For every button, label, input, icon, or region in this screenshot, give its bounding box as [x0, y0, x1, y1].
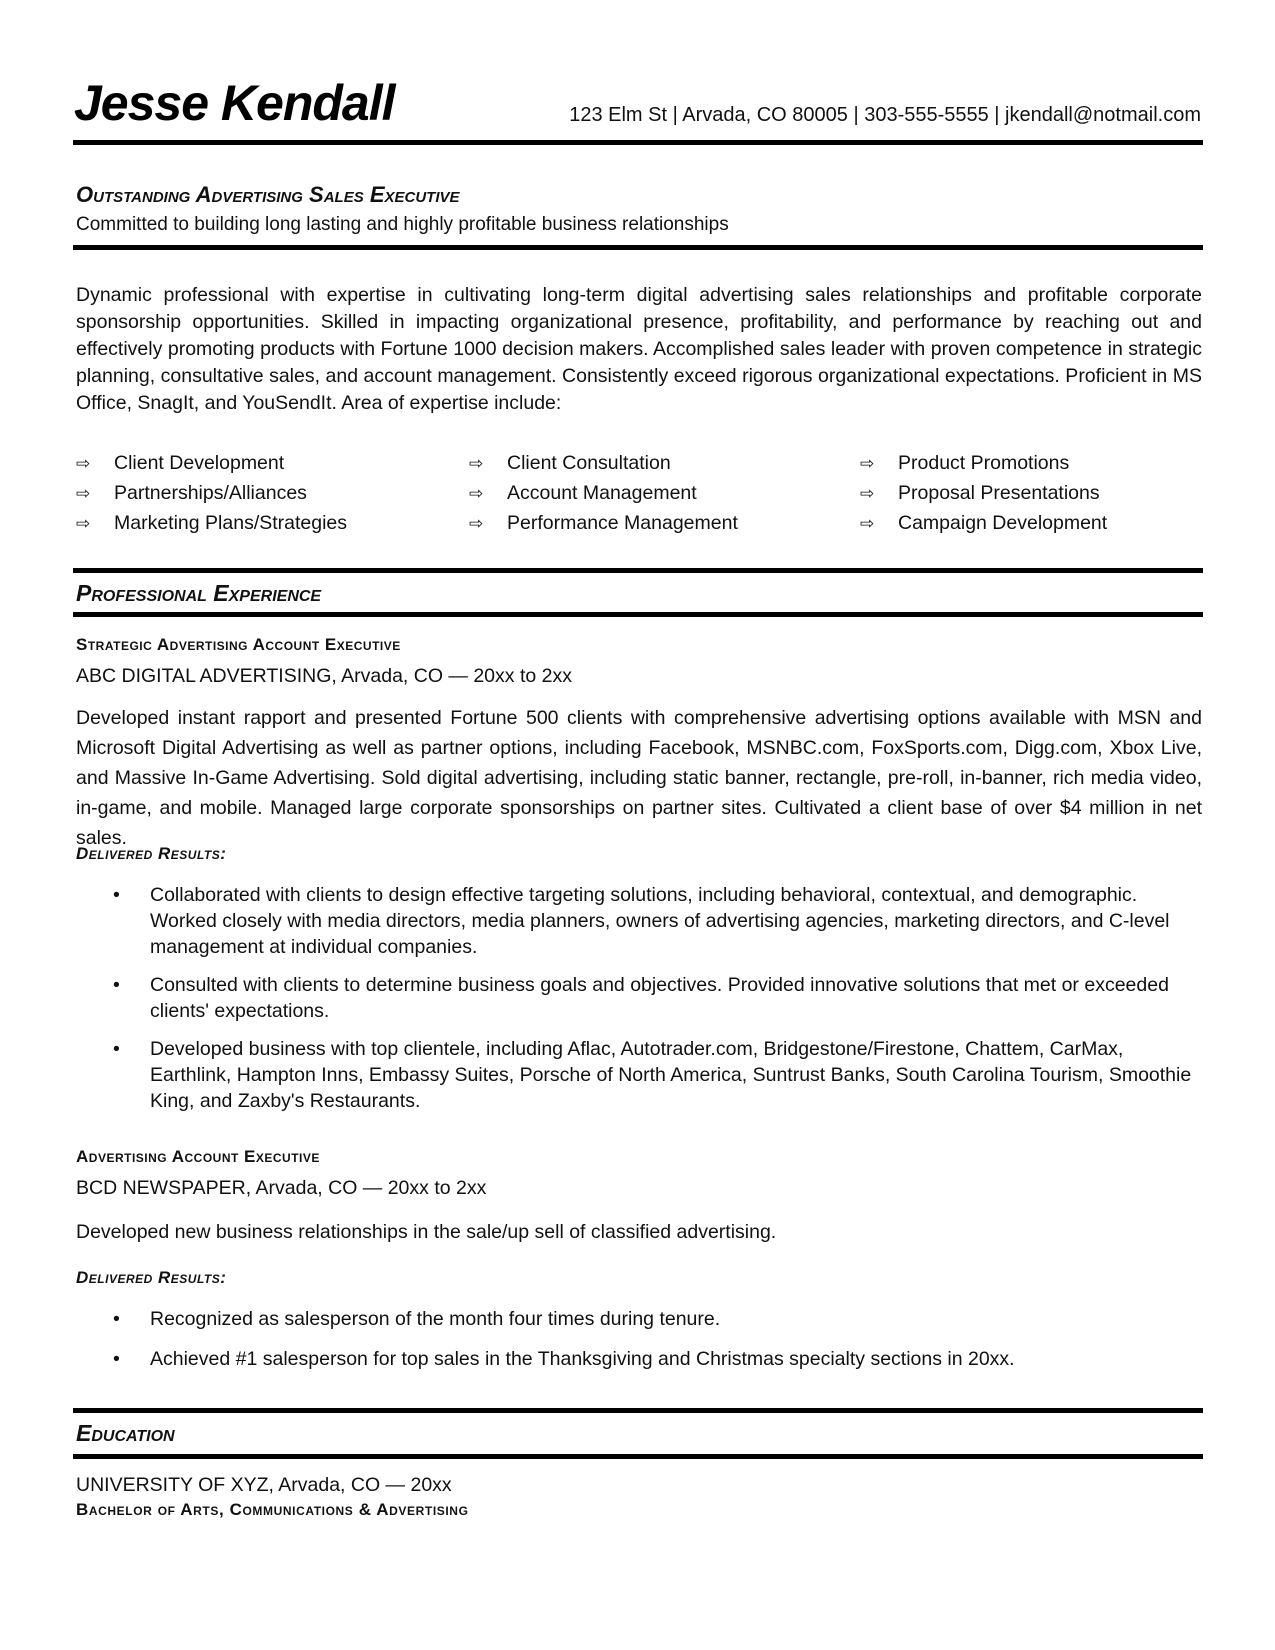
- arrow-right-icon: ⇨: [860, 454, 875, 473]
- arrow-right-icon: ⇨: [76, 454, 91, 473]
- results-list: [76, 882, 1202, 1114]
- job-title: Strategic Advertising Account Executive: [76, 635, 401, 654]
- bullet-icon: •: [113, 1308, 120, 1330]
- delivered-results-label: Delivered Results:: [76, 844, 227, 863]
- skill-item: ⇨ Partnerships/Alliances: [76, 478, 347, 508]
- skill-item: ⇨ Campaign Development: [860, 508, 1107, 538]
- skill-item: ⇨ Performance Management: [469, 508, 738, 538]
- list-item: • Developed business with top clientele, including Aflac, Autotrader.com, Bridgestone/Firestone, Chattem, CarMax, Earthlink, Hampton Inns, Embassy Suites, Porsche of North America, Suntrust Banks, South Carolina Tourism, Smoothie King, and Zaxby's Restaurants.: [113, 1038, 1192, 1112]
- job-title: Advertising Account Executive: [76, 1147, 320, 1166]
- candidate-name: Jesse Kendall: [74, 75, 395, 131]
- skill-item: ⇨ Client Consultation: [469, 448, 738, 478]
- job-company: BCD NEWSPAPER, Arvada, CO — 20xx to 2xx: [76, 1177, 487, 1199]
- skills-column: [76, 448, 347, 538]
- bullet-icon: •: [113, 1348, 120, 1370]
- skills-column: [860, 448, 1107, 538]
- education-section-title: Education: [76, 1420, 175, 1446]
- skill-item: ⇨ Proposal Presentations: [860, 478, 1107, 508]
- professional-summary: Dynamic professional with expertise in cultivating long-term digital advertising sales relationships and profitable corporate sponsorship opportunities. Skilled in impacting organizational presence, profitability, and performance by reaching out and effectively promoting products with Fortune 1000 decision makers. Accomplished sales leader with proven competence in strategic planning, consultative sales, and account management. Consistently exceed rigorous organizational expectations. Proficient in MS Office, SnagIt, and YouSendIt. Area of expertise include:: [76, 284, 1202, 414]
- section-divider-top: [73, 568, 1203, 573]
- bullet-icon: •: [113, 974, 120, 996]
- results-list: [76, 1306, 1202, 1372]
- arrow-right-icon: ⇨: [469, 484, 484, 503]
- job-description: Developed new business relationships in the sale/up sell of classified advertising.: [76, 1221, 777, 1243]
- arrow-right-icon: ⇨: [469, 514, 484, 533]
- arrow-right-icon: ⇨: [76, 484, 91, 503]
- job-description: Developed instant rapport and presented Fortune 500 clients with comprehensive advertising options available with MSN and Microsoft Digital Advertising as well as partner options, including Facebook, MSNBC.com, FoxSports.com, Digg.com, Xbox Live, and Massive In-Game Advertising. Sold digital advertising, including static banner, rectangle, pre-roll, in-banner, rich media video, in-game, and mobile. Managed large corporate sponsorships on partner sites. Cultivated a client base of over $4 million in net sales.: [76, 707, 1202, 849]
- section-divider-top: [73, 1408, 1203, 1413]
- bullet-icon: •: [113, 1038, 120, 1060]
- education-school: UNIVERSITY OF XYZ, Arvada, CO — 20xx: [76, 1474, 452, 1496]
- skill-item: ⇨ Client Development: [76, 448, 347, 478]
- skill-item: ⇨ Marketing Plans/Strategies: [76, 508, 347, 538]
- job-company: ABC DIGITAL ADVERTISING, Arvada, CO — 20xx to 2xx: [76, 665, 572, 687]
- header-divider: [73, 140, 1203, 145]
- list-item: • Recognized as salesperson of the month four times during tenure.: [113, 1308, 721, 1330]
- experience-section-title: Professional Experience: [76, 580, 322, 606]
- section-divider-bottom: [73, 1454, 1203, 1459]
- list-item: • Consulted with clients to determine business goals and objectives. Provided innovative solutions that met or exceeded clients' expectations.: [113, 974, 1169, 1022]
- section-divider-bottom: [73, 612, 1203, 617]
- list-item: • Achieved #1 salesperson for top sales in the Thanksgiving and Christmas specialty sections in 20xx.: [113, 1348, 1015, 1370]
- arrow-right-icon: ⇨: [860, 514, 875, 533]
- skills-column: [469, 448, 738, 538]
- skill-item: ⇨ Product Promotions: [860, 448, 1107, 478]
- headline-divider: [73, 245, 1203, 250]
- headline-title: Outstanding Advertising Sales Executive: [76, 182, 460, 207]
- skill-item: ⇨ Account Management: [469, 478, 738, 508]
- headline-subtitle: Committed to building long lasting and highly profitable business relationships: [76, 214, 729, 235]
- contact-info: 123 Elm St | Arvada, CO 80005 | 303-555-5555 | jkendall@notmail.com: [569, 104, 1201, 126]
- bullet-icon: •: [113, 884, 120, 906]
- arrow-right-icon: ⇨: [76, 514, 91, 533]
- delivered-results-label: Delivered Results:: [76, 1268, 227, 1287]
- arrow-right-icon: ⇨: [469, 454, 484, 473]
- list-item: • Collaborated with clients to design effective targeting solutions, including behavioral, contextual, and demographic. Worked closely with media directors, media planners, owners of advertising agencies, marketing directors, and C-level management at individual companies.: [113, 884, 1170, 958]
- arrow-right-icon: ⇨: [860, 484, 875, 503]
- education-degree: Bachelor of Arts, Communications & Advertising: [76, 1500, 469, 1519]
